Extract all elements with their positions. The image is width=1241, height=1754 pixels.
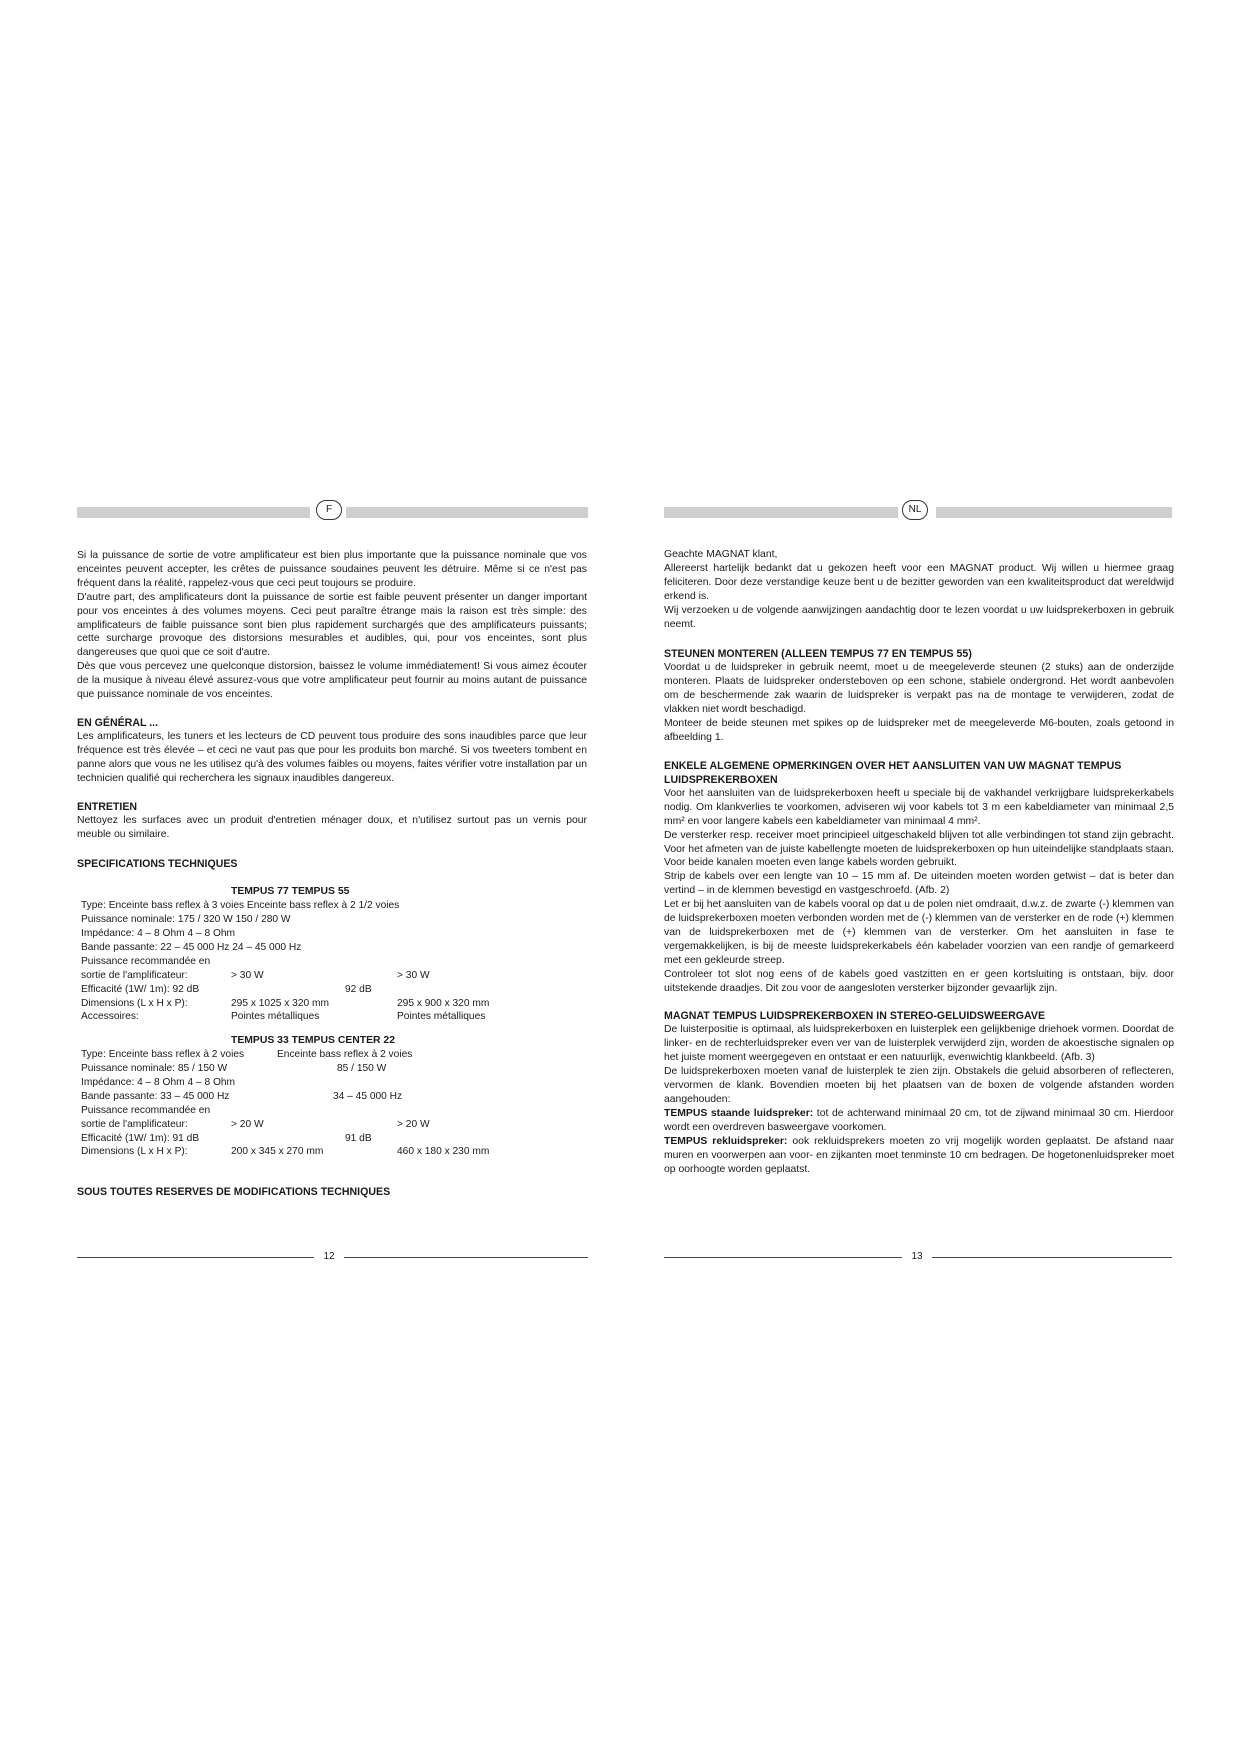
spec2-band-b: 34 – 45 000 Hz <box>333 1090 403 1102</box>
right-page-number: 13 <box>911 1251 923 1262</box>
spec2-rec-line2: sortie de l'amplificateur: <box>81 1118 188 1130</box>
connect-text-4: Let er bij het aansluiten van de kabels vooral op dat u de polen niet omdraait, d.w.z. de zwarte (-) klemmen van de luidsprekerboxen moeten verbonden worden met de (-) klemmen van de versterker en de rode (+) klemmen van de luidsprekerboxen met de (+) klemmen van de versterker. Om het aansluiten in fase te vergemakkelijken, is bij de meeste luidsprekerkabels één kabelader voorzien van een randje of gemarkeerd met een gekleurde streep. <box>664 899 1175 966</box>
general-text: Les amplificateurs, les tuners et les lecteurs de CD peuvent tous produire des sons inaudibles parce que leur fréquence est très élevée – et ceci ne vaut pas que pour les produits bon marché. Si vos tweeters tombent en panne alors que vous ne les utilisez qu'à des volumes faibles ou moyens, faites vérifier votre installation par un technicien qualifié qui recherchera les signaux inaudibles dangereux. <box>77 730 587 784</box>
connect-heading: ENKELE ALGEMENE OPMERKINGEN OVER HET AANSLUITEN VAN UW MAGNAT TEMPUS LUIDSPREKERBOXEN <box>664 759 1122 786</box>
spec2-dim-b: 460 x 180 x 230 mm <box>397 1146 490 1158</box>
spec1-power: Puissance nominale: 175 / 320 W 150 / 280 W <box>81 914 291 926</box>
standing-text: tot de achterwand minimaal 20 cm, tot de zijwand minimaal 30 cm. Hierdoor wordt een overdreven basweergave voorkomen. <box>664 1107 1174 1133</box>
mount-text-2: Monteer de beide steunen met spikes op de luidspreker met de meegeleverde M6-bouten, zoals getoond in afbeelding 1. <box>664 718 1174 743</box>
right-page <box>664 548 1174 1176</box>
shelf-label: TEMPUS rekluidspreker: <box>664 1135 788 1147</box>
language-badge-f: F <box>316 500 342 520</box>
spec2-dim-label: Dimensions (L x H x P): <box>81 1146 188 1158</box>
spec1-acc-a: Pointes métalliques <box>231 1011 320 1023</box>
care-heading: ENTRETIEN <box>77 800 138 813</box>
language-badge-nl: NL <box>902 500 928 520</box>
mount-text-1: Voordat u de luidspreker in gebruik neemt, moet u de meegeleverde steunen (2 stuks) aan de onderzijde monteren. Plaats de luidspreker ondersteboven op een schone, stabiele ondergrond. Het wordt aanbevolen om de beschermende zak waarin de luidspreker is verpakt pas na de montage te verwijderen, zodat de vlakken niet wordt beschadigd. <box>664 662 1174 716</box>
greeting: Geachte MAGNAT klant, <box>664 549 778 560</box>
spec2-rec-a: > 20 W <box>231 1118 264 1130</box>
spec2-type-b: Enceinte bass reflex à 2 voies <box>277 1049 413 1061</box>
stereo-text-1: De luisterpositie is optimaal, als luidsprekerboxen en luisterplek een gelijkbenige driehoek vormen. Doordat de linker- en de rechterluidspreker even ver van de luisterplek verwijderd zijn, worden de akoestische signalen op het juiste moment weergegeven en ontstaat er een natuurlijk, evenwichtig klankbeeld. (Afb. 3) <box>664 1024 1174 1064</box>
nl-intro-2: Wij verzoeken u de volgende aanwijzingen aandachtig door te lezen voordat u uw luidsprekerboxen in gebruik neemt. <box>664 604 1174 630</box>
connect-text-5: Controleer tot slot nog eens of de kabels goed vastzitten en er geen kortsluiting is ontstaan, bijv. door uitstekende draadjes. Dit zou voor de aangesloten versterker bijzonder gevaarlijk zijn. <box>664 968 1174 994</box>
spec2-efficiency-b: 91 dB <box>345 1132 372 1144</box>
intro-paragraph-2: D'autre part, des amplificateurs dont la puissance de sortie est faible peuvent présenter un danger important pour vos enceintes à des volumes moyens. Ceci peut paraître étrange mais la raison est très simple: des amplificateurs de faible puissance sont bien plus rapidement surchargés que des amplificateurs puissants; cette surcharge provoque des distorsions mesurables et audibles, qui, pour vos enceintes, sont plus dangereuses que quoi que ce soit d'autre. <box>77 591 587 659</box>
general-heading: EN GÉNÉRAL ... <box>77 716 159 729</box>
spec2-efficiency: Efficacité (1W/ 1m): 91 dB <box>81 1132 200 1144</box>
spec1-type: Type: Enceinte bass reflex à 3 voies Enceinte bass reflex à 2 1/2 voies <box>81 900 400 912</box>
left-page <box>77 549 587 1199</box>
spec2-rec-b: > 20 W <box>397 1118 430 1130</box>
mount-heading: STEUNEN MONTEREN (ALLEEN TEMPUS 77 EN TEMPUS 55) <box>664 648 972 661</box>
stereo-text-2: De luidsprekerboxen moeten vanaf de luisterplek te zien zijn. Obstakels die geluid absorberen of reflecteren, vervormen de klank. Bovendien moeten bij het plaatsen van de boxen de volgende afstanden worden aangehouden: <box>664 1066 1174 1105</box>
reserve-notice: SOUS TOUTES RESERVES DE MODIFICATIONS TECHNIQUES <box>77 1186 391 1199</box>
spec1-rec-line2: sortie de l'amplificateur: <box>81 969 188 981</box>
right-header-bar-b <box>936 507 1172 518</box>
spec2-dim-a: 200 x 345 x 270 mm <box>231 1146 324 1158</box>
spec1-rec-b: > 30 W <box>397 969 430 981</box>
right-header-bar-a <box>664 507 898 518</box>
shelf-text: ook rekluidsprekers moeten zo vrij mogelijk worden geplaatst. De afstand naar muren en voorwerpen aan voor- en zijkanten moet tenminste 10 cm bedragen. De hogetonenluidspreker moet op oorhoogte worden geplaatst. <box>664 1135 1174 1175</box>
left-footer-line-a <box>77 1257 314 1258</box>
spec1-acc-b: Pointes métalliques <box>397 1011 486 1023</box>
left-page-number: 12 <box>323 1251 335 1262</box>
connect-text-2: De versterker resp. receiver moet principieel uitgeschakeld blijven tot alle verbindingen tot stand zijn gebracht. Voor het afmeten van de juiste kabellengte moeten de luidsprekerboxen op hun uiteindelijke standplaats staan. Voor beide kanalen moeten even lange kabels worden gebruikt. <box>664 829 1174 869</box>
spec1-acc-label: Accessoires: <box>81 1011 139 1023</box>
spec2-power-b: 85 / 150 W <box>337 1063 387 1075</box>
spec1-rec-a: > 30 W <box>231 969 264 981</box>
spec2-impedance: Impédance: 4 – 8 Ohm 4 – 8 Ohm <box>81 1076 236 1088</box>
nl-intro-1: Allereerst hartelijk bedankt dat u gekozen heeft voor een MAGNAT product. Wij willen u hiermee graag feliciteren. Door deze verstandige keuze bent u de bezitter geworden van een kwaliteitsproduct dat wereldwijd erkend is. <box>664 562 1174 602</box>
connect-text-3: Strip de kabels over een lengte van 10 – 15 mm af. De uiteinden moeten worden getwist – dat is beter dan vertind – in de klemmen bevestigd en vastgeschroefd. (Afb. 2) <box>664 871 1174 897</box>
spec2-title: TEMPUS 33 TEMPUS CENTER 22 <box>231 1035 395 1047</box>
spec1-dim-a: 295 x 1025 x 320 mm <box>231 997 329 1009</box>
shelf-speaker-note <box>664 1135 1174 1177</box>
right-footer-line-b <box>932 1257 1172 1258</box>
left-header-bar-a <box>77 507 310 518</box>
spec1-rec-line1: Puissance recommandée en <box>81 955 211 967</box>
spec1-dim-label: Dimensions (L x H x P): <box>81 997 188 1009</box>
intro-paragraph-1: Si la puissance de sortie de votre amplificateur est bien plus importante que la puissance nominale que vos enceintes peuvent accepter, les crêtes de puissance soudaines peuvent les détruire. Même si ce n'est pas fréquent dans la réalité, rappelez-vous que ceci peut toujours se produire. <box>77 550 587 589</box>
stereo-heading: MAGNAT TEMPUS LUIDSPREKERBOXEN IN STEREO-GELUIDSWEERGAVE <box>664 1010 1046 1023</box>
standing-label: TEMPUS staande luidspreker: <box>664 1107 814 1119</box>
spec1-dim-b: 295 x 900 x 320 mm <box>397 997 490 1009</box>
spec2-type: Type: Enceinte bass reflex à 2 voies <box>81 1049 245 1061</box>
intro-paragraph-3: Dès que vous percevez une quelconque distorsion, baissez le volume immédiatement! Si vous aimez écouter de la musique à niveau élevé assurez-vous que votre amplificateur peut fournir au moins autant de puissance que puissance nominale de vos enceintes. <box>77 661 587 701</box>
left-header-bar-b <box>346 507 588 518</box>
spec2-band: Bande passante: 33 – 45 000 Hz <box>81 1090 230 1102</box>
left-footer-line-b <box>344 1257 588 1258</box>
care-text: Nettoyez les surfaces avec un produit d'entretien ménager doux, et n'utilisez surtout pas un vernis pour meuble ou similaire. <box>77 814 587 840</box>
spec-table-2 <box>77 1034 587 1159</box>
spec1-efficiency-b: 92 dB <box>345 983 372 995</box>
spec1-band: Bande passante: 22 – 45 000 Hz 24 – 45 000 Hz <box>81 941 302 953</box>
right-footer-line-a <box>664 1257 902 1258</box>
spec2-rec-line1: Puissance recommandée en <box>81 1104 211 1116</box>
standing-speaker-note <box>664 1107 1174 1135</box>
spec-table-1 <box>77 885 587 1024</box>
spec1-impedance: Impédance: 4 – 8 Ohm 4 – 8 Ohm <box>81 928 236 940</box>
spec2-power: Puissance nominale: 85 / 150 W <box>81 1063 228 1075</box>
spec-heading: SPECIFICATIONS TECHNIQUES <box>77 858 238 871</box>
connect-text-1: Voor het aansluiten van de luidsprekerboxen heeft u speciale bij de vakhandel verkrijgbare luidsprekerkabels nodig. Om klankverlies te voorkomen, adviseren wij voor kabels tot 3 m een kabeldiameter van minimaal 2,5 mm² en voor langere kabels een kabeldiameter van minimaal 4 mm². <box>664 787 1174 827</box>
spec1-efficiency: Efficacité (1W/ 1m): 92 dB <box>81 983 200 995</box>
spec1-title: TEMPUS 77 TEMPUS 55 <box>231 886 350 898</box>
